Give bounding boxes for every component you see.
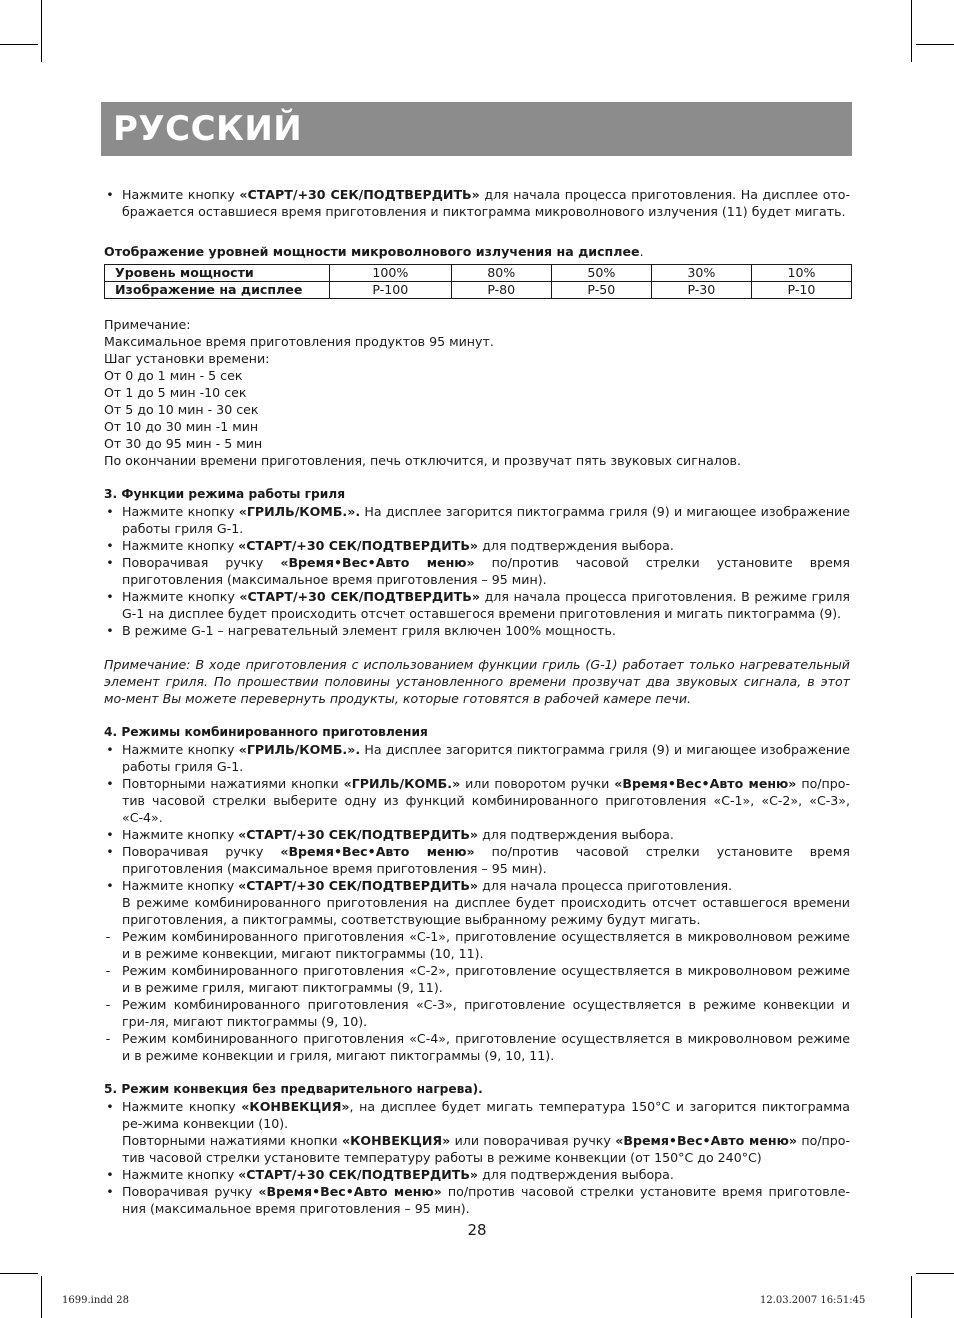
print-slug-file: 1699.indd 28 [62, 1295, 129, 1306]
note-line: От 5 до 10 мин - 30 сек [104, 402, 259, 417]
dash-item: - Режим комбинированного приготовления «С-1», приготовление осуществляется в микроволновом режиме и в режиме конвекции, мигают пиктограммы (10, 11). [105, 929, 850, 961]
page-number: 28 [467, 1221, 487, 1239]
table-cell: 10% [751, 265, 851, 282]
note-line: Примечание: [104, 317, 191, 332]
crop-mark [41, 0, 42, 62]
dash-item: - Режим комбинированного приготовления «С-4», приготовление осуществляется в микроволновом режиме и в режиме конвекции и гриля, мигают пиктограммы (9, 10, 11). [105, 1031, 850, 1063]
list-item: • Нажмите кнопку «КОНВЕКЦИЯ», на дисплее будет мигать температура 150°С и загорится пиктограмма ре-жима конвекции (10). Повторными нажатиями кнопки «КОНВЕКЦИЯ» или поворачивая ручку «Время•Вес•Авто меню» по/про-тив часовой стрелки установите температуру работы в режиме конвекции (от 150°С до 240°С) [106, 1099, 850, 1165]
crop-mark [0, 44, 38, 45]
table-cell: 80% [451, 265, 551, 282]
list-item: • Нажмите кнопку «СТАРТ/+30 СЕК/ПОДТВЕРДИТЬ» для начала процесса приготовления. В режиме комбинированного приготовления на дисплее будет происходить отсчет оставшегося времени приготовления, а пиктограммы, соответствующие выбранному режиму будут мигать. [106, 878, 850, 927]
table-row [105, 282, 852, 299]
grill-italic-note: Примечание: В ходе приготовления с использованием функции гриль (G-1) работает только нагревательный элемент гриля. По прошествии половины установленного времени прозвучат два звуковых сигнала, в этот мо-мент Вы можете перевернуть продукты, которые готовятся в рабочей камере печи. [104, 657, 850, 706]
table-cell: P-100 [330, 282, 452, 299]
manual-body [104, 186, 850, 1217]
note-line: От 10 до 30 мин -1 мин [104, 419, 259, 434]
table-cell: P-50 [551, 282, 651, 299]
list-item: • Нажмите кнопку «СТАРТ/+30 СЕК/ПОДТВЕРДИТЬ» для подтверждения выбора. [106, 827, 674, 842]
section-title: 5. Режим конвекция без предварительного нагрева). [104, 1082, 483, 1096]
note-block [104, 316, 850, 469]
table-cell: P-80 [451, 282, 551, 299]
row-label: Уровень мощности [105, 265, 330, 282]
crop-mark [911, 0, 912, 62]
print-slug-timestamp: 12.03.2007 16:51:45 [760, 1295, 866, 1306]
table-cell: P-10 [751, 282, 851, 299]
list-item: • Нажмите кнопку «СТАРТ/+30 СЕК/ПОДТВЕРДИТЬ» для подтверждения выбора. [106, 538, 674, 553]
crop-mark [911, 1276, 912, 1318]
crop-mark [0, 1273, 38, 1274]
power-levels-heading: Отображение уровней мощности микроволнового излучения на дисплее. [104, 244, 644, 259]
note-line: От 30 до 95 мин - 5 мин [104, 436, 263, 451]
list-item: • Нажмите кнопку «СТАРТ/+30 СЕК/ПОДТВЕРДИТЬ» для начала процесса приготовления. В режиме гриля G-1 на дисплее будет происходить отсчет оставшегося времени приготовления и мигать пиктограмма (9). [106, 589, 851, 621]
table-cell: P-30 [651, 282, 751, 299]
dash-item: - Режим комбинированного приготовления «С-2», приготовление осуществляется в микроволновом режиме и в режиме гриля, мигают пиктограммы (9, 11). [105, 963, 850, 995]
list-item: • Поворачивая ручку «Время•Вес•Авто меню» по/против часовой стрелки установите время приготовле-ния (максимальное время приготовления – 95 мин). [106, 1184, 851, 1216]
table-row [105, 265, 852, 282]
list-item: • Поворачивая ручку «Время•Вес•Авто меню» по/против часовой стрелки установите время приготовления (максимальное время приготовления – 95 мин). [106, 844, 850, 876]
note-line: От 1 до 5 мин -10 сек [104, 385, 247, 400]
list-item: • Нажмите кнопку «ГРИЛЬ/КОМБ.». На дисплее загорится пиктограмма гриля (9) и мигающее изображение работы гриля G-1. [106, 742, 850, 774]
list-item: • Нажмите кнопку «СТАРТ/+30 СЕК/ПОДТВЕРДИТЬ» для подтверждения выбора. [106, 1167, 674, 1182]
list-item: • В режиме G-1 – нагревательный элемент гриля включен 100% мощность. [106, 623, 616, 638]
language-header-band [101, 102, 852, 156]
dash-item: - Режим комбинированного приготовления «С-3», приготовление осуществляется в режиме конвекции и гри-ля, мигают пиктограммы (9, 10). [105, 997, 850, 1029]
note-line: Шаг установки времени: [104, 351, 270, 366]
power-levels-table [104, 264, 852, 299]
row-label: Изображение на дисплее [105, 282, 330, 299]
crop-mark [41, 1276, 42, 1318]
page-title: РУССКИЙ [113, 109, 303, 149]
section-title: 4. Режимы комбинированного приготовления [104, 725, 428, 739]
crop-mark [916, 1273, 954, 1274]
list-item: • Поворачивая ручку «Время•Вес•Авто меню» по/против часовой стрелки установите время приготовления (максимальное время приготовления – 95 мин). [106, 555, 850, 587]
table-cell: 100% [330, 265, 452, 282]
bullet-icon: • [106, 187, 114, 202]
section-title: 3. Функции режима работы гриля [104, 487, 346, 501]
crop-mark [916, 44, 954, 45]
list-item: • Нажмите кнопку «СТАРТ/+30 СЕК/ПОДТВЕРДИТЬ» для начала процесса приготовления. На дисплее ото-бражается оставшиеся время приготовления и пиктограмма микроволнового излучения (11) будет мигать. [104, 186, 850, 220]
table-cell: 30% [651, 265, 751, 282]
list-item: • Нажмите кнопку «ГРИЛЬ/КОМБ.». На дисплее загорится пиктограмма гриля (9) и мигающее изображение работы гриля G-1. [106, 504, 850, 536]
note-line: По окончании времени приготовления, печь отключится, и прозвучат пять звуковых сигналов. [104, 453, 741, 468]
list-item: • Повторными нажатиями кнопки «ГРИЛЬ/КОМБ.» или поворотом ручки «Время•Вес•Авто меню» по/про-тив часовой стрелки выберите одну из функций комбинированного приготовления «С-1», «С-2», «С-3», «С-4». [106, 776, 851, 825]
note-line: Максимальное время приготовления продуктов 95 минут. [104, 334, 494, 349]
note-line: От 0 до 1 мин - 5 сек [104, 368, 243, 383]
table-cell: 50% [551, 265, 651, 282]
